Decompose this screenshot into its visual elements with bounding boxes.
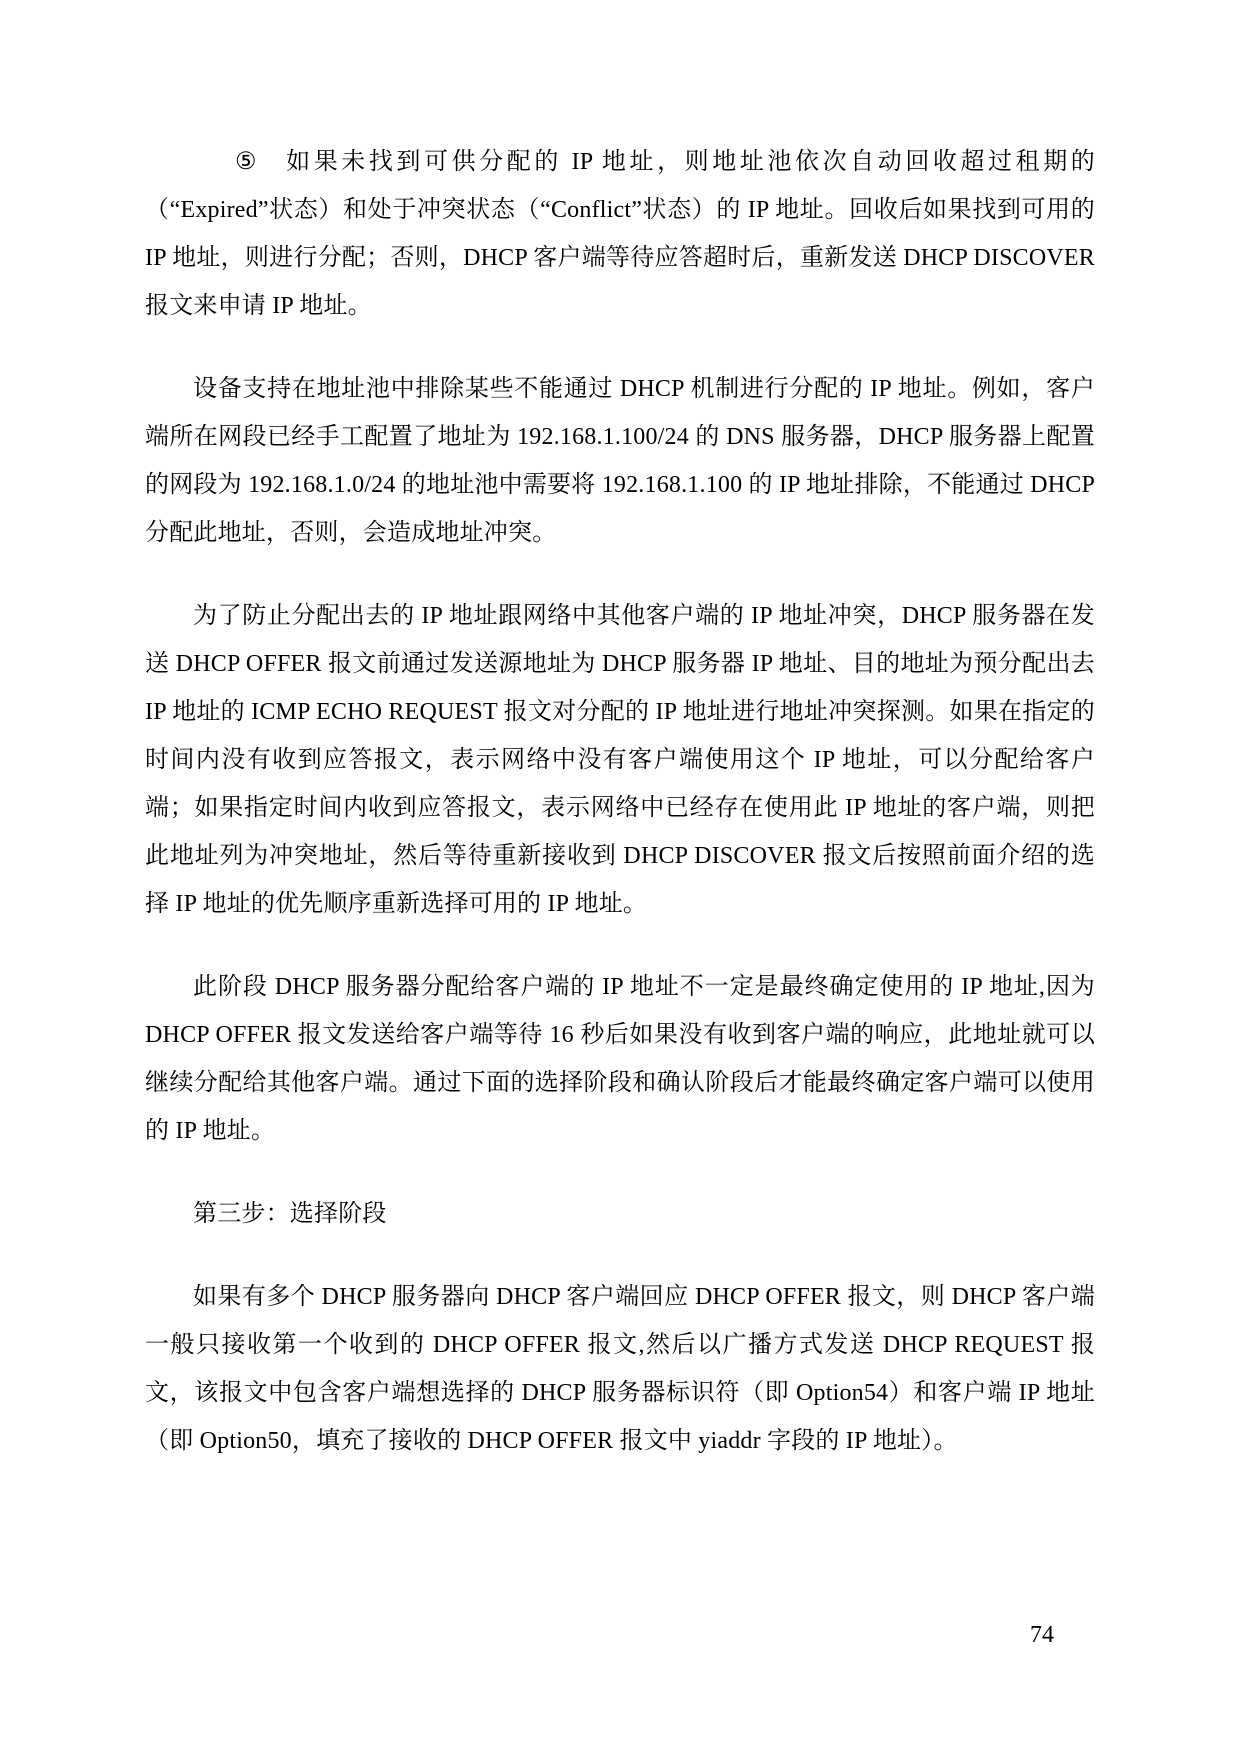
paragraph-conflict-detection: 为了防止分配出去的 IP 地址跟网络中其他客户端的 IP 地址冲突，DHCP 服务器在发送 DHCP OFFER 报文前通过发送源地址为 DHCP 服务器 IP 地址、目的地址为预分配出去 IP 地址的 ICMP ECHO REQUEST 报文对分配的 IP 地址进行地址冲突探测。如果在指定的时间内没有收到应答报文，表示网络中没有客户端使用这个 IP 地址，可以分配给客户端；如果指定时间内收到应答报文，表示网络中已经存在使用此 IP 地址的客户端，则把此地址列为冲突地址，然后等待重新接收到 DHCP DISCOVER 报文后按照前面介绍的选择 IP 地址的优先顺序重新选择可用的 IP 地址。 xyxy=(145,603,1095,917)
paragraph-item-5 xyxy=(145,138,1095,330)
paragraph-address-exclusion: 设备支持在地址池中排除某些不能通过 DHCP 机制进行分配的 IP 地址。例如，客户端所在网段已经手工配置了地址为 192.168.1.100/24 的 DNS 服务器，DHCP 服务器上配置的网段为 192.168.1.0/24 的地址池中需要将 192.168.1.100 的 IP 地址排除，不能通过 DHCP 分配此地址，否则，会造成地址冲突。 xyxy=(145,376,1095,546)
page-number: 74 xyxy=(1030,1622,1054,1648)
paragraph-offer-wait: 此阶段 DHCP 服务器分配给客户端的 IP 地址不一定是最终确定使用的 IP 地址,因为 DHCP OFFER 报文发送给客户端等待 16 秒后如果没有收到客户端的响应，此地址就可以继续分配给其他客户端。通过下面的选择阶段和确认阶段后才能最终确定客户端可以使用的 IP 地址。 xyxy=(145,974,1095,1144)
item-number-5-marker: ⑤ xyxy=(235,149,261,175)
paragraph-item-5-text: 如果未找到可供分配的 IP 地址，则地址池依次自动回收超过租期的（“Expired”状态）和处于冲突状态（“Conflict”状态）的 IP 地址。回收后如果找到可用的 IP 地址，则进行分配；否则，DHCP 客户端等待应答超时后，重新发送 DHCP DISCOVER 报文来申请 IP 地址。 xyxy=(145,149,1095,319)
paragraph-request-stage: 如果有多个 DHCP 服务器向 DHCP 客户端回应 DHCP OFFER 报文，则 DHCP 客户端一般只接收第一个收到的 DHCP OFFER 报文,然后以广播方式发送 DHCP REQUEST 报文，该报文中包含客户端想选择的 DHCP 服务器标识符（即 Option54）和客户端 IP 地址（即 Option50，填充了接收的 DHCP OFFER 报文中 yiaddr 字段的 IP 地址）。 xyxy=(145,1284,1095,1454)
page-content xyxy=(145,138,1095,1465)
section-heading-step3: 第三步：选择阶段 xyxy=(193,1201,387,1227)
